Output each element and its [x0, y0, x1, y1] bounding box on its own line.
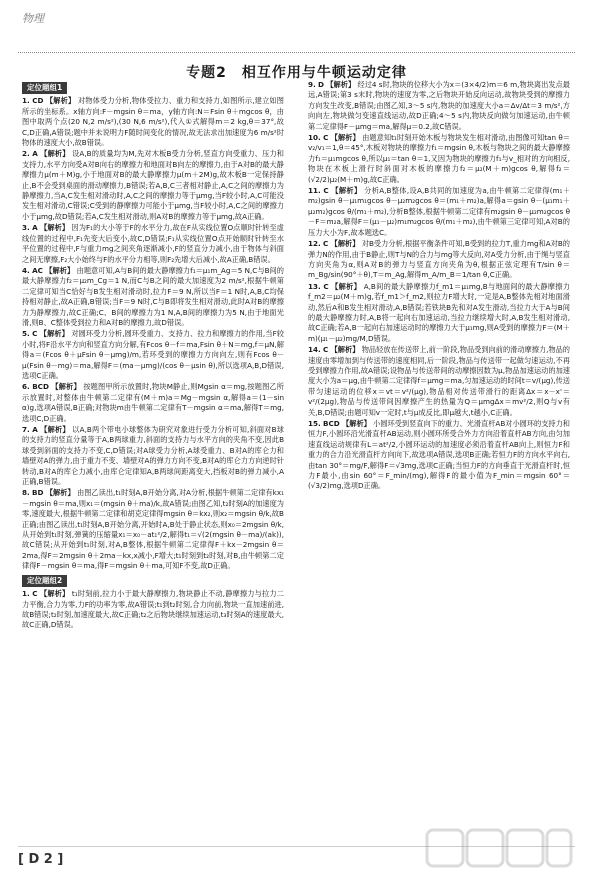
answer-item	[22, 96, 284, 148]
answer-num: 14.	[308, 345, 321, 355]
answer-item	[22, 382, 284, 424]
left-column	[22, 80, 284, 632]
answer-text: 由题意可知,A与B间的最大静摩擦力f₁＝μ₁m_Ag＝5 N,C与B间的最大静摩擦力f₂＝μ₂m_Cg＝1 N,而C与B之间的最大加速度为2 m/s²,根据牛顿第二定律可知当C恰好与B发生相对滑动时,拉力F＝9 N,所以当F＝1 N时,A,B,C均保持相对静止,故A正确,B错误;当F＝9 N时,C与B即将发生相对滑动,此时A对B的摩擦力为静摩擦力,故C正确;C、B间的摩擦力为1 N,A,B间的摩擦力为5 N,由于地面光滑,则B、C整体受到拉力和A对B的摩擦力,故D错误。	[22, 265, 284, 327]
answer-num: 2.	[22, 149, 30, 159]
answer-item	[22, 589, 284, 631]
answer-text: 以A,B两个带电小球整体为研究对象进行受力分析可知,斜面对B球的支持力的竖直分量等于A,B两球重力,斜面的支持力与水平方向的夹角不变,因此B球受到斜面的支持力不变,C,D错误;对A球受力分析,A球受重力、B对A的库仑力和墙壁对A的弹力,由于重力不变、墙壁对A的弹力方向不变,B对A的库仑力方向逆时针转动,B对A的库仑力减小,由库仑定律知A,B两球间距离变大,挡板对B的弹力减小,A正确,B错误。	[22, 425, 284, 487]
answer-num: 11.	[308, 186, 321, 196]
answer-ans: C	[323, 281, 329, 291]
answer-ans: D	[318, 80, 325, 89]
answer-text: 物品轻放在传送带上,前一阶段,物品受到向前的滑动摩擦力,物品的速度由零增加到与传送带的速度相同,后一阶段,物品与传送带一起做匀速运动,不再受到摩擦力作用,故A错误;设物品与传送带间的动摩擦因数为μ,物品加速运动的加速度大小为a＝μg,由牛顿第二定律得f＝μmg＝ma,匀加速运动的时间t＝v/(μg),传送带匀速运动的位移x＝vt＝v²/(μg),物品相对传送带滑行的距离Δx＝x－x'＝v²/(2μg),物品与传送带间因摩擦产生的热量为Q＝μmgΔx＝mv²/2,则Q与v有关,B,D错误;由题可知v一定时,t与μ成反比,即μ越大,t越小,C正确。	[308, 345, 570, 417]
answer-tag: 【解析】	[45, 488, 75, 498]
answer-text: 按题图甲所示放置时,物块M静止,则Mgsin α＝mg,按题图乙所示放置时,对整体由牛顿第二定律有(M＋m)a＝Mg－mgsin α,解得a＝(1－sin α)g,选项A错误,B正确;对物块m由牛顿第二定律有T－mgsin α＝ma,解得T＝mg,选项C,D正确。	[22, 382, 284, 423]
answer-tag: 【解析】	[342, 419, 371, 428]
answer-text: 经过4 s时,物块的位移大小为x＝(3×4/2)m＝6 m,物块离出发点最远,A错误;第3 s末时,物块的速度为零,之后物块开始反向运动,故物块受到的摩擦力方向发生改变,B错误;由图乙知,3～5 s内,物块的加速度大小a＝Δv/Δt＝3 m/s²,方向向左,物块做匀变速直线运动,故D正确;4～5 s内,物块反向做匀加速运动,由牛顿第二定律得F－μmg＝ma,解得μ＝0.2,故C错误。	[308, 80, 570, 131]
answer-tag: 【解析】	[51, 382, 81, 392]
answer-item	[308, 239, 570, 281]
section-tag-2: 定位题组2	[22, 575, 67, 587]
answer-text: 设A,B的质量均为M,先对木板B受力分析,竖直方向受重力、压力和支持力,水平方向受A对B向右的摩擦力和地面对B向左的摩擦力,由于A对B的最大静摩擦力μ(m＋M)g,小于地面对B的最大静摩擦力μ(m＋2M)g,故木板B一定保持静止,B不会受到桌面的滑动摩擦力,B错误;若A,B,C三者相对静止,A,C之间的摩擦力为静摩擦力,当A,C发生相对滑动时,A,C之间的摩擦力等于μmg,当F较小时,A,C可能没发生相对滑动,C错误;C受到的静摩擦力可能小于μmg,当F较小时,A,C之间的摩擦力小于μmg,故D错误;若A,C发生相对滑动,则A对B的摩擦力等于μmg,故A正确。	[22, 149, 284, 221]
page-number: [ D 2 ]	[18, 852, 64, 867]
answer-tag: 【解析】	[330, 239, 360, 249]
answer-item	[22, 266, 284, 328]
answer-item	[308, 419, 570, 492]
answer-tag: 【解析】	[40, 149, 70, 159]
answer-item	[22, 149, 284, 222]
answer-item	[308, 133, 570, 185]
page-title: 专题2 相互作用与牛顿运动定律	[186, 65, 407, 81]
answer-ans: C	[323, 133, 329, 143]
answer-text: 对物体受力分析,物体受拉力、重力和支持力,如图所示,建立如图所示的坐标系。x轴方向:F－mgsin θ＝ma，y轴方向:N＝Fsin θ＋mgcos θ，由图中取两个点(20 N,2 m/s²),(30 N,6 m/s²),代入①式解得m＝2 kg,θ＝37°,故C,D正确,A错误;题中并未说明力F随时间变化的情况,故无法求出加速度为6 m/s²时物体的速度大小,故B错误。	[22, 96, 284, 148]
answer-text: A,B间的最大静摩擦力f_m1＝μ₁mg,B与地面间的最大静摩擦力f_m2＝μ₂(M＋m)g,若f_m1＞f_m2,则拉力F增大时,一定是A,B整体先相对地面滑动,然后A和B发生相对滑动,A,B错误;若铁块B先和对A发生滑动,当拉力大于A与B间的最大静摩擦力时,A,B将一起向右加速运动,当拉力继续增大时,A,B发生相对滑动,故C正确;若A,B一起向右加速运动时的摩擦力大于μ₁mg,则A受到的摩擦力F＝(M＋m)(μ₁－μ₂)mg/M,D错误。	[308, 281, 570, 343]
right-items	[308, 80, 570, 492]
answer-text: 由图乙读出,t₁时刻A,B开始分离,对A分析,根据牛顿第二定律有kx₁－mgsin θ＝ma,则x₁＝(mgsin θ＋ma)/k,故A错误;由图乙知,t₂时刻A的加速度为零,速度最大,根据牛顿第二定律和胡克定律得mgsin θ＝kx₂,则x₂＝mgsin θ/k,故B正确;由图乙读出,t₁时刻A,B开始分离,开始时A,B处于静止状态,则x₀＝2mgsin θ/k,从开始到t₁时刻,弹簧的压缩量x₁＝x₀－at₁²/2,解得t₁＝√(2(mgsin θ－ma)/(ak)),故C错误;从开始到t₁时刻,对A,B整体,根据牛顿第二定律得F＋kx－2mgsin θ＝2ma,得F＝2mgsin θ＋2ma－kx,x减小,F增大;t₁时刻到t₂时刻,对B,由牛顿第二定律得F－mgsin θ＝ma,得F＝mgsin θ＋ma,可知F不变,故D正确。	[22, 488, 284, 571]
answer-num: 15.	[308, 419, 321, 428]
answer-ans: BCD	[323, 419, 340, 428]
answer-num: 6.	[22, 382, 30, 392]
answer-text: t₁时刻前,拉力小于最大静摩擦力,物块静止不动,静摩擦力与拉力二力平衡,合力为零,力F的功率为零,故A错误;t₁到t₂时刻,合力向前,物块一直加速前进,故B错误;t₂时刻,加速度最大,故C正确;t₂之后物块继续加速运动,t₃时刻A的速度最大,故C正确,D错误。	[22, 589, 284, 630]
answer-tag: 【解析】	[40, 223, 70, 233]
left-items-2	[22, 589, 284, 631]
answer-ans: C	[32, 589, 38, 599]
answer-ans: CD	[32, 96, 44, 106]
section-tag-1: 定位题组1	[22, 82, 67, 94]
answer-item	[308, 186, 570, 238]
answer-item	[22, 425, 284, 487]
answer-ans: BCD	[32, 382, 49, 392]
answer-num: 13.	[308, 281, 321, 291]
answer-item	[308, 80, 570, 132]
answer-num: 5.	[22, 329, 30, 339]
answer-tag: 【解析】	[45, 96, 76, 106]
answer-ans: AC	[32, 265, 43, 275]
answer-num: 7.	[22, 425, 30, 434]
right-column	[308, 80, 570, 493]
answer-ans: C	[323, 345, 329, 355]
answer-num: 9.	[308, 80, 316, 89]
answer-text: 对圆环受力分析,圆环受重力、支持力、拉力和摩擦力的作用,当F较小时,将F沿水平方向和竖直方向分解,有Fcos θ－f＝ma,Fsin θ＋N＝mg,f＝μN,解得a＝(Fcos θ＋μFsin θ－μmg)/m,若环受到的摩擦力方向向左,则有Fcos θ－μ(Fsin θ－mg)＝ma,解得F＝(ma－μmg)/(cos θ－μsin θ),所以选项A,B,D错误,选项C正确。	[22, 329, 284, 380]
answer-item	[308, 345, 570, 418]
answer-tag: 【解析】	[39, 589, 70, 599]
answer-ans: BD	[32, 488, 44, 498]
answer-tag: 【解析】	[330, 133, 360, 143]
answer-tag: 【解析】	[45, 265, 75, 275]
answer-item	[308, 282, 570, 344]
answer-text: 分析A,B整体,设A,B共同的加速度为a,由牛顿第二定律得(m₁＋m₂)gsin θ－μ₁m₁gcos θ－μ₂m₂gcos θ＝(m₁＋m₂)a,解得a＝gsin θ－(μ₁m₁＋μ₂m₂)gcos θ/(m₁＋m₂),分析B整体,根据牛顿第二定律有m₂gsin θ－μ₂m₂gcos θ－F＝m₂a,解得F＝(μ₁－μ₂)m₁m₂gcos θ/(m₁＋m₂),由牛顿第三定律可知,A对B的压力大小为F,故本题选C。	[308, 186, 570, 237]
answer-num: 4.	[22, 265, 30, 275]
answer-item	[22, 488, 284, 571]
answer-item	[22, 329, 284, 381]
left-items	[22, 96, 284, 571]
answer-tag: 【解析】	[40, 425, 70, 434]
answer-tag: 【解析】	[39, 329, 69, 339]
answer-text: 对B受力分析,根据平衡条件可知,B受到的拉力T,重力mg和A对B的弹力N的作用,由于B静止,则T与N的合力与mg等大反向,对A受力分析,由于绳与竖直方向夹角为α,则A对B的弹力与竖直方向夹角为θ,根据正弦定理有T/sin θ＝m_Bg/sin(90°＋θ),T＝m_Ag,解得m_A/m_B＝1/tan θ,C正确。	[308, 239, 570, 280]
answer-text: 因为F₁的大小等于F的水平分力,故在F从实线位置O点顺时针转至虚线位置的过程中,F₁先变大后变小,故C,D错误;F₁从实线位置O点开始顺时针转至水平位置的过程中,F与重力mg之间夹角逐渐减小,F的竖直分力减小,由于物体与斜面之间无摩擦,F₂大小始终与F的水平分力相等,则F₂先增大后减小,故A正确,B错误。	[22, 223, 284, 264]
watermark-logo-icon	[425, 826, 575, 874]
answer-item	[22, 223, 284, 265]
answer-num: 10.	[308, 133, 321, 143]
answer-ans: C	[323, 186, 329, 196]
answer-num: 8.	[22, 488, 30, 498]
subject-label: 物理	[22, 12, 44, 25]
answer-text: 由题意知t₁时刻开始木板与物块发生相对滑动,由图像可知tan θ＝v₂/v₁＝1,θ＝45°,木板对物块的摩擦力f₁＝mgsin θ,木板与物块之间的最大静摩擦力f₁＝μ₁mgcos θ,所以μ₁＝tan θ＝1,又因为物块的摩擦力f₁与v_相对的方向相反,物块在木板上滑行时斜面对木板的摩擦力f₂＝μ₂(M＋m)gcos θ,解得f₂＝(√2/2)μ₂(M＋m)g,故C正确。	[308, 133, 570, 184]
answer-num: 3.	[22, 223, 30, 233]
answer-ans: C	[323, 239, 329, 249]
answer-text: 小圆环受到竖直向下的重力、光滑直杆AB对小圆环的支持力和恒力F,小圆环沿光滑直杆AB运动,则小圆环所受合外力方向沿着直杆AB方向,由匀加速直线运动规律有L＝at²/2,小圆环运动的加速度必须沿着直杆AB向上,则恒力F和重力的合力沿光滑直杆方向向下,故选项A错误,选项B正确;若恒力F的方向水平向右,由tan 30°＝mg/F,解得F＝√3mg,选项C正确;当恒力F的方向垂直于光滑直杆时,恒力F最小,由sin 60°＝F_min/(mg),解得F的最小值为F_min＝mgsin 60°＝(√3/2)mg,选项D正确。	[308, 419, 570, 491]
answer-tag: 【解析】	[331, 281, 362, 291]
answer-ans: A	[32, 425, 38, 434]
answer-num: 12.	[308, 239, 321, 249]
watermark-graphic	[425, 826, 575, 874]
answer-num: 1.	[22, 589, 30, 599]
answer-ans: A	[32, 223, 38, 233]
header-divider	[18, 52, 575, 53]
answer-ans: C	[32, 329, 38, 339]
answer-ans: A	[32, 149, 38, 159]
answer-tag: 【解析】	[330, 345, 360, 355]
answer-tag: 【解析】	[331, 186, 362, 196]
answer-tag: 【解析】	[326, 80, 356, 89]
answer-num: 1.	[22, 96, 30, 106]
